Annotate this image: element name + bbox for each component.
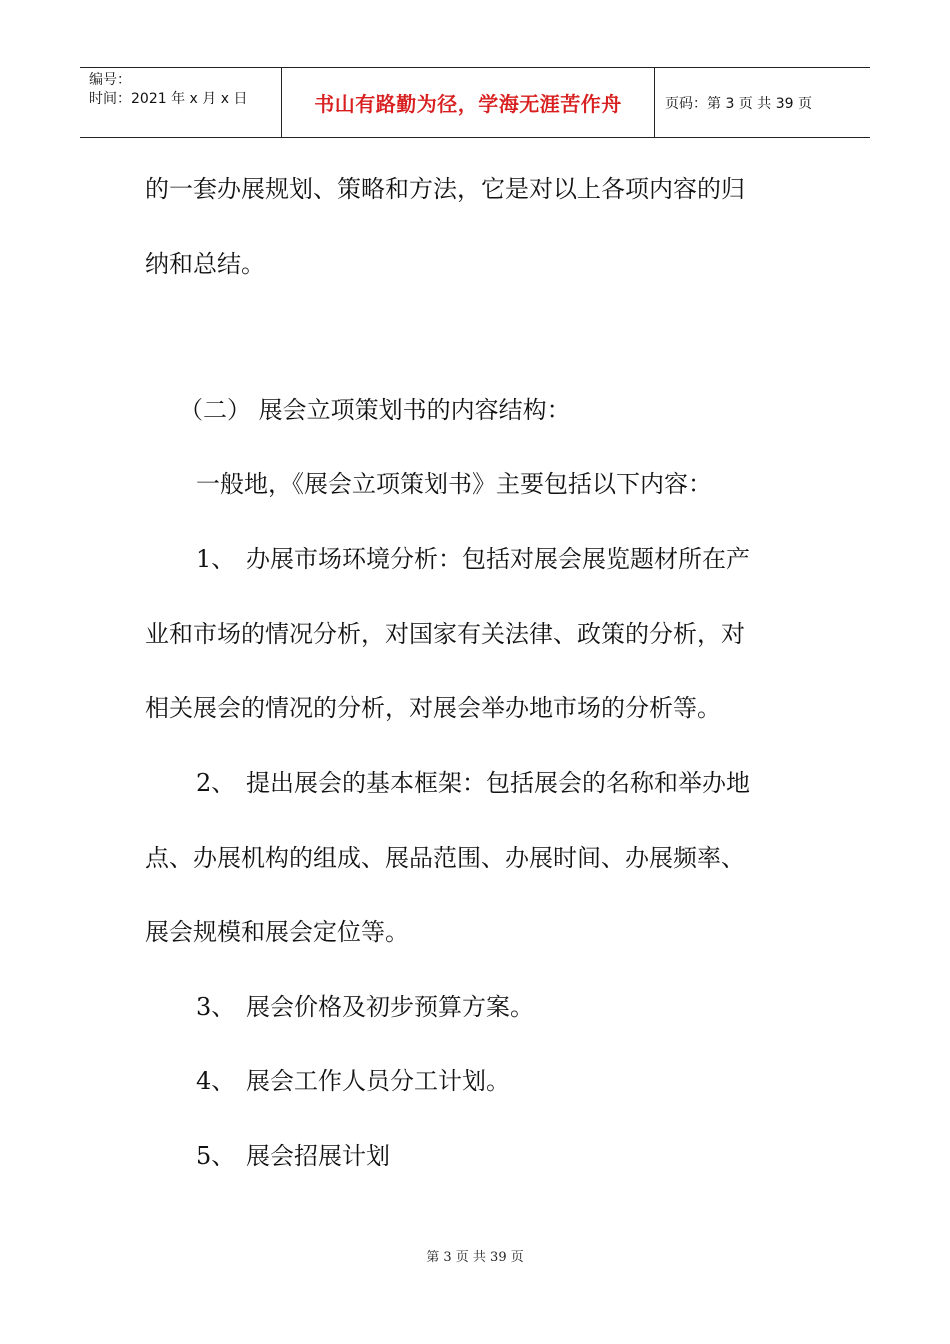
header-motto-cell	[282, 68, 655, 137]
serial-number-label: 编号：	[89, 72, 131, 88]
paragraph-line: 点、办展机构的组成、展品范围、办展时间、办展频率、	[145, 844, 745, 872]
paragraph-line: 展会规模和展会定位等。	[145, 918, 409, 946]
list-item-text: 办展市场环境分析：包括对展会展览题材所在产	[246, 545, 750, 573]
list-item-number: 5、	[196, 1142, 236, 1170]
list-item-number: 1、	[196, 545, 236, 573]
header-page-number: 页码：第 3 页 共 39 页	[665, 95, 812, 112]
header-motto: 书山有路勤为径，学海无涯苦作舟	[314, 92, 622, 116]
date-label: 时间：2021 年 x 月 x 日	[89, 91, 248, 107]
list-item-1	[196, 545, 750, 573]
paragraph-line: 业和市场的情况分析，对国家有关法律、政策的分析，对	[145, 620, 745, 648]
list-item-number: 2、	[196, 769, 236, 797]
list-item-2	[196, 769, 750, 797]
list-item-number: 3、	[196, 993, 236, 1021]
section-heading: （二） 展会立项策划书的内容结构：	[179, 396, 571, 424]
intro-line: 一般地，《展会立项策划书》主要包括以下内容：	[196, 470, 712, 498]
list-item-text: 展会价格及初步预算方案。	[246, 993, 534, 1021]
list-item-number: 4、	[196, 1067, 236, 1095]
page-header	[80, 67, 870, 138]
list-item-text: 展会招展计划	[246, 1142, 390, 1170]
list-item-4	[196, 1067, 510, 1095]
paragraph-line: 相关展会的情况的分析，对展会举办地市场的分析等。	[145, 694, 721, 722]
paragraph-line: 纳和总结。	[145, 250, 265, 278]
paragraph-line: 的一套办展规划、策略和方法，它是对以上各项内容的归	[145, 175, 745, 203]
list-item-text: 展会工作人员分工计划。	[246, 1067, 510, 1095]
list-item-text: 提出展会的基本框架：包括展会的名称和举办地	[246, 769, 750, 797]
header-meta	[80, 68, 282, 137]
list-item-5	[196, 1142, 390, 1170]
header-page-cell	[655, 68, 870, 137]
page-footer: 第 3 页 共 39 页	[426, 1250, 524, 1265]
list-item-3	[196, 993, 534, 1021]
